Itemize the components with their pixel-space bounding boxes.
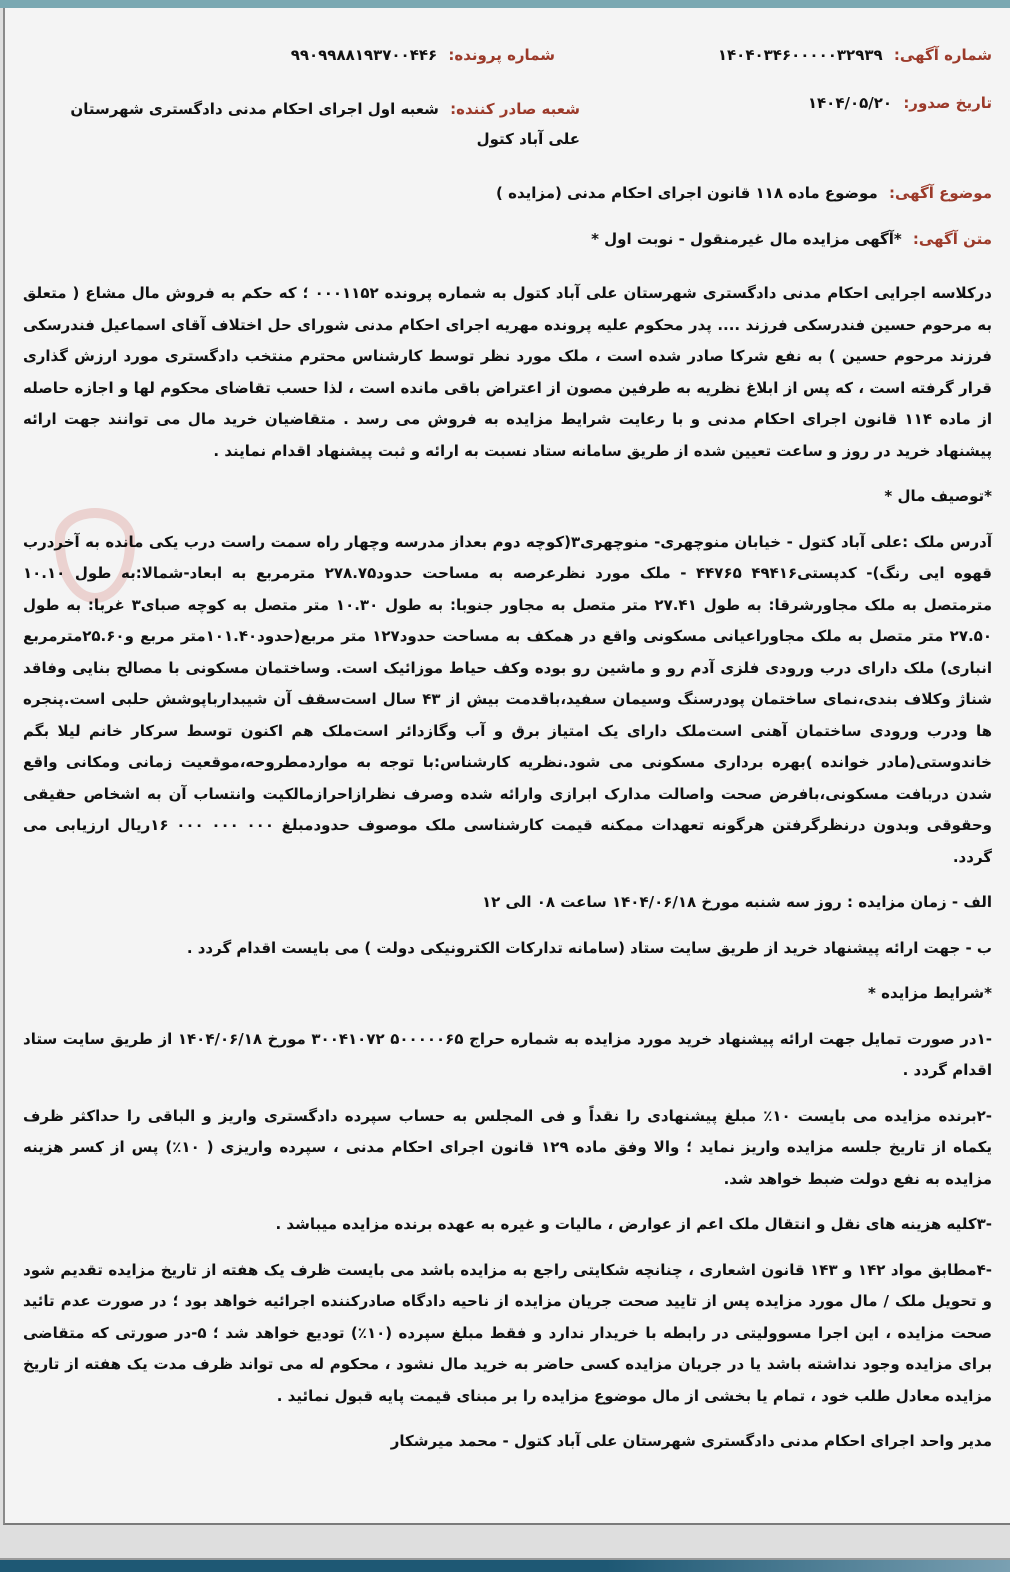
intro-paragraph: درکلاسه اجرایی احکام مدنی دادگستری شهرستان علی آباد کتول به شماره پرونده ۰۰۰۱۱۵۲ ؛ که حکم به فروش مال مشاع ( متعلق به مرحوم حسین فندرسکی فرزند .... پدر محکوم علیه پرونده مهریه اجرای احکام مدنی شورای حل اختلاف آقای اسماعیل فندرسکی فرزند مرحوم حسین ) به نفع شرکا صادر شده است ، ملک مورد نظر توسط کارشناس محترم منتخب دادگستری مورد ارزش گذاری قرار گرفته است ، که پس از ابلاغ نظریه به طرفین مصون از اعتراض باقی مانده است ، لذا حسب تقاضای محکوم لها و اجازه حاصله از ماده ۱۱۴ قانون اجرای احکام مدنی و با رعایت شرایط مزایده به فروش می رسد . متقاضیان خرید مال می توانند جهت ارائه پیشنهاد خرید در روز و ساعت تعیین شده از طریق سامانه ستاد نسبت به ارائه و ثبت پیشنهاد اقدام نمایند .	[23, 284, 992, 460]
ad-number-label: شماره آگهی:	[893, 46, 992, 64]
ad-number-value: ۱۴۰۴۰۳۴۶۰۰۰۰۰۳۲۹۳۹	[717, 46, 883, 64]
issue-date-field	[808, 94, 992, 112]
condition-4: -۴مطابق مواد ۱۴۲ و ۱۴۳ قانون اشعاری ، چنانچه شکایتی راجع به مزایده باشد می بایست ظرف یک هفته از تاریخ مزایده تقدیم شود و تحویل ملک / مال مورد مزایده پس از تایید صحت جریان مزایده از ناحیه دادگاه صادرکننده اجرائیه خواهد بود ؛ در صورت عدم تائید صحت مزایده ، این اجرا مسوولیتی در رابطه با خریدار ندارد و فقط مبلغ سپرده (۱۰٪) تودیع خواهد شد ؛ ۵-در صورتی که متقاضی برای مزایده وجود نداشته باشد یا در جریان مزایده کسی حاضر به خرید مال نشود ، محکوم له می تواند ظرف مدت یک هفته از تاریخ مزایده معادل طلب خود ، تمام یا بخشی از مال موضوع مزایده را بر مبنای قیمت پایه قبول نمائید .	[23, 1260, 992, 1405]
announcement-body	[23, 278, 992, 1472]
subject-value: موضوع ماده ۱۱۸ قانون اجرای احکام مدنی (مزایده )	[496, 184, 878, 202]
auction-method: ب - جهت ارائه پیشنهاد خرید از طریق سایت ستاد (سامانه تدارکات الکترونیکی دولت ) می بایست اقدام گردد .	[186, 938, 992, 957]
case-number-label: شماره پرونده:	[448, 46, 555, 64]
branch-value: شعبه اول اجرای احکام مدنی دادگستری شهرستان علی آباد کتول	[70, 100, 580, 148]
issue-date-label: تاریخ صدور:	[903, 94, 992, 112]
condition-1: -۱در صورت تمایل جهت ارائه پیشنهاد خرید مورد مزایده به شماره حراج ۵۰۰۰۰۰۶۵ ۳۰۰۴۱۰۷۲ مورخ ۱۴۰۴/۰۶/۱۸ از طریق سایت ستاد اقدام گردد .	[23, 1029, 992, 1079]
signature: مدیر واحد اجرای احکام مدنی دادگستری شهرستان علی آباد کتول - محمد میرشکار	[390, 1432, 992, 1450]
ad-number-field	[718, 46, 992, 64]
branch-label: شعبه صادر کننده:	[450, 100, 580, 118]
text-label: متن آگهی:	[912, 230, 992, 248]
subject-label: موضوع آگهی:	[888, 184, 992, 202]
case-number-value: ۹۹۰۹۹۸۸۱۹۳۷۰۰۴۴۶	[290, 46, 438, 64]
description-title: *توصیف مال *	[884, 487, 992, 505]
condition-2: -۲برنده مزایده می بایست ۱۰٪ مبلغ پیشنهادی را نقداً و فی المجلس به حساب سپرده دادگستری واریز و الباقی را حداکثر ظرف یکماه از تاریخ جلسه مزایده واریز نماید ؛ والا وفق ماده ۱۲۹ قانون اجرای احکام مدنی ، سپرده واریزی ( ۱۰٪) پس از کسر هزینه مزایده به نفع دولت ضبط خواهد شد.	[23, 1106, 992, 1188]
text-title-field	[591, 230, 992, 248]
auction-time: الف - زمان مزایده : روز سه شنبه مورخ ۱۴۰۴/۰۶/۱۸ ساعت ۰۸ الی ۱۲	[482, 893, 992, 911]
conditions-title: *شرایط مزایده *	[868, 984, 992, 1002]
window-top-bar	[0, 0, 1010, 8]
subject-field	[496, 184, 992, 202]
description-paragraph: آدرس ملک :علی آباد کتول - خیابان منوچهری- منوچهری۳(کوچه دوم بعداز مدرسه وچهار راه سمت راست درب یکی مانده به آخردرب قهوه ایی رنگ)- کدپستی۴۹۴۱۶ ۴۴۷۶۵ - ملک مورد نظرعرصه به مساحت حدود۲۷۸.۷۵ مترمربع به ابعاد-شمالا:به طول ۱۰.۱۰ مترمتصل به ملک مجاورشرقا: به طول ۲۷.۴۱ متر متصل به مجاور جنوبا: به طول ۱۰.۳۰ متر متصل به کوچه صبای۳ غربا: به طول ۲۷.۵۰ متر متصل به ملک مجاوراعیانی مسکونی واقع در همکف به مساحت حدود۱۲۷ متر مربع(حدود۱۰۱.۴۰متر مربع و۲۵.۶۰مترمربع انباری) ملک دارای درب ورودی فلزی آدم رو و ماشین رو بوده وکف حیاط موزائیک است. وساختمان مسکونی با مصالح بنایی وفاقد شناژ وکلاف بندی،نمای ساختمان پودرسنگ وسیمان سفید،باقدمت بیش از ۴۳ سال است￼سقف آن شیبدارباپوشش حلبی است.پنجره ها ودرب ورودی ساختمان آهنی است￼ملک دارای یک امتیاز برق و آب وگازدائر است￼ملک هم اکنون توسط سرکار خانم لیلا بگم خاندوستی(مادر خوانده )بهره برداری مسکونی می شود.نظریه کارشناس:با توجه به مواردمطروحه،موقعیت زمانی ومکانی واقع شدن دربافت مسکونی،بافرض صحت واصالت مدارک ابرازی وارائه شده وصرف نظرازاحرازمالکیت وانتساب آن به اشخاص حقیقی وحقوقی وبدون درنظرگرفتن هرگونه تعهدات ممکنه قیمت کارشناسی ملک موصوف حدودمبلغ ۰۰۰ ۰۰۰ ۰۰۰ ۱۶ریال ارزیابی می گردد.	[23, 532, 992, 866]
case-number-field	[291, 46, 555, 64]
text-title: *آگهی مزایده مال غیرمنقول - نوبت اول *	[591, 230, 902, 248]
condition-3: -۳کلیه هزینه های نقل و انتقال ملک اعم از عوارض ، مالیات و غیره به عهده برنده مزایده میباشد .	[275, 1215, 992, 1233]
branch-field	[60, 94, 580, 154]
announcement-panel	[3, 8, 1010, 1525]
issue-date-value: ۱۴۰۴/۰۵/۲۰	[807, 94, 893, 112]
